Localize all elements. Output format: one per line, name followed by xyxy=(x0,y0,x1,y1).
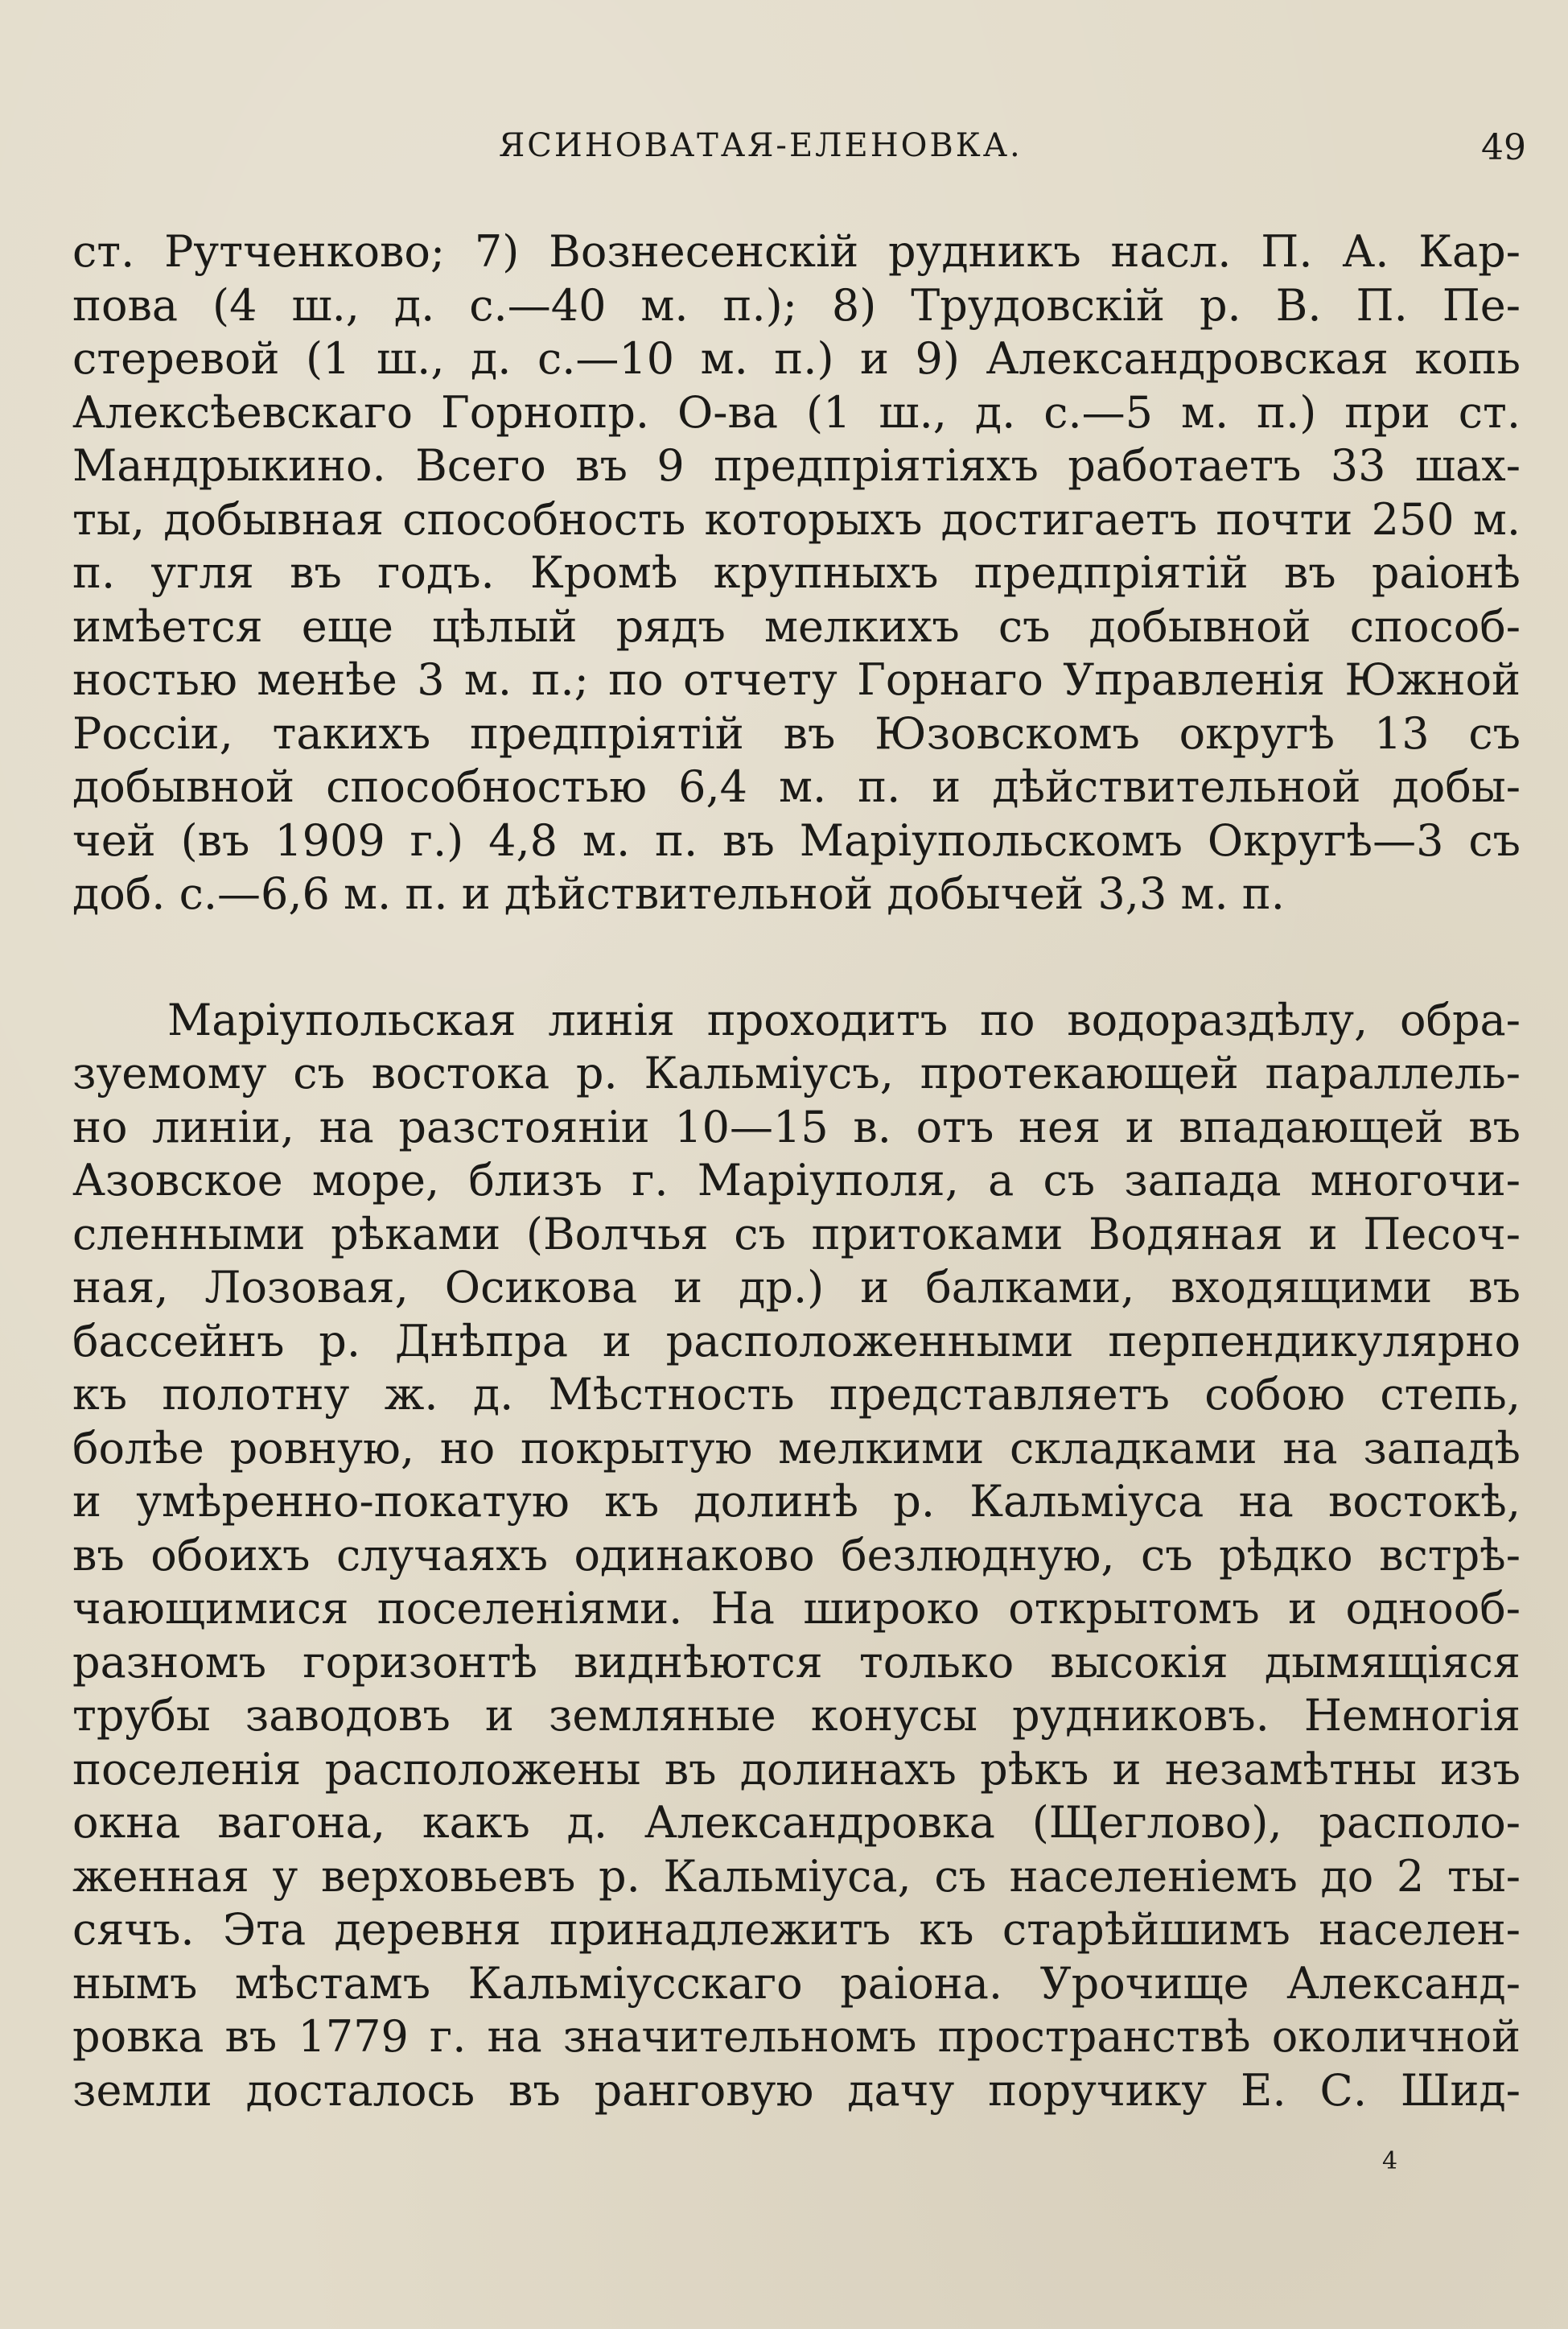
text-line: ностью менѣе 3 м. п.; по отчету Горнаго Управленія Южной xyxy=(72,654,1521,705)
text-line: п. угля въ годъ. Кромѣ крупныхъ предпріятій въ раіонѣ xyxy=(72,547,1521,598)
text-line: имѣется еще цѣлый рядъ мелкихъ съ добывной способ- xyxy=(72,600,1521,652)
text-line: бассейнъ р. Днѣпра и расположенными перпендикулярно xyxy=(72,1315,1521,1366)
text-line: къ полотну ж. д. Мѣстность представляетъ собою степь, xyxy=(72,1369,1521,1420)
text-line: пова (4 ш., д. с.—40 м. п.); 8) Трудовскій р. В. П. Пе- xyxy=(72,279,1521,331)
text-line: зуемому съ востока р. Кальміусъ, протекающей параллель- xyxy=(72,1048,1521,1099)
body-text xyxy=(72,225,1521,2117)
text-line: ная, Лозовая, Осикова и др.) и балками, входящими въ xyxy=(72,1262,1521,1313)
text-line: нымъ мѣстамъ Кальміусскаго раіона. Урочище Александ- xyxy=(72,1957,1521,2009)
text-line: добывной способностью 6,4 м. п. и дѣйствительной добы- xyxy=(72,761,1521,812)
text-line: Алексѣевскаго Горнопр. О-ва (1 ш., д. с.—5 м. п.) при ст. xyxy=(72,386,1521,438)
page-number: 49 xyxy=(1481,127,1526,168)
text-line: Маріупольская линія проходитъ по водораздѣлу, обра- xyxy=(167,994,1521,1045)
text-line: разномъ горизонтѣ виднѣются только высокія дымящіяся xyxy=(72,1636,1521,1688)
text-line: Азовское море, близъ г. Маріуполя, а съ запада многочи- xyxy=(72,1155,1521,1206)
paragraph-2 xyxy=(72,994,1521,2118)
text-line: чей (въ 1909 г.) 4,8 м. п. въ Маріупольскомъ Округѣ—3 съ xyxy=(72,814,1521,866)
text-line: сячъ. Эта деревня принадлежитъ къ старѣйшимъ населен- xyxy=(72,1904,1521,1955)
text-line: въ обоихъ случаяхъ одинаково безлюдную, съ рѣдко встрѣ- xyxy=(72,1529,1521,1581)
text-line: стеревой (1 ш., д. с.—10 м. п.) и 9) Александровская копь xyxy=(72,333,1521,384)
text-line: Россіи, такихъ предпріятій въ Юзовскомъ округѣ 13 съ xyxy=(72,707,1521,759)
paragraph-spacer xyxy=(72,921,1521,994)
text-line: доб. с.—6,6 м. п. и дѣйствительной добычей 3,3 м. п. xyxy=(72,868,1285,919)
text-line: и умѣренно-покатую къ долинѣ р. Кальміуса на востокѣ, xyxy=(72,1476,1521,1527)
text-line: Мандрыкино. Всего въ 9 предпріятіяхъ работаетъ 33 шах- xyxy=(72,440,1521,491)
text-line: поселенія расположены въ долинахъ рѣкъ и незамѣтны изъ xyxy=(72,1743,1521,1795)
text-line: ст. Рутченково; 7) Вознесенскій рудникъ насл. П. А. Кар- xyxy=(72,226,1521,277)
text-line: но линіи, на разстояніи 10—15 в. отъ нея и впадающей въ xyxy=(72,1101,1521,1152)
signature-mark: 4 xyxy=(1382,2147,1398,2175)
text-line: сленными рѣками (Волчья съ притоками Водяная и Песоч- xyxy=(72,1208,1521,1259)
running-title: ЯСИНОВАТАЯ-ЕЛЕНОВКА. xyxy=(499,127,1023,164)
text-line: женная у верховьевъ р. Кальміуса, съ населеніемъ до 2 ты- xyxy=(72,1850,1521,1902)
text-line: окна вагона, какъ д. Александровка (Щеглово), располо- xyxy=(72,1797,1521,1848)
text-line: ты, добывная способность которыхъ достигаетъ почти 250 м. xyxy=(72,493,1521,545)
text-line: земли досталось въ ранговую дачу поручику Е. С. Шид- xyxy=(72,2064,1521,2116)
paragraph-1 xyxy=(72,225,1521,921)
text-line: трубы заводовъ и земляные конусы рудниковъ. Немногія xyxy=(72,1690,1521,1741)
text-line: ровка въ 1779 г. на значительномъ пространствѣ околичной xyxy=(72,2011,1521,2062)
text-line: болѣе ровную, но покрытую мелкими складками на западѣ xyxy=(72,1422,1521,1474)
text-line: чающимися поселеніями. На широко открытомъ и однооб- xyxy=(72,1583,1521,1634)
